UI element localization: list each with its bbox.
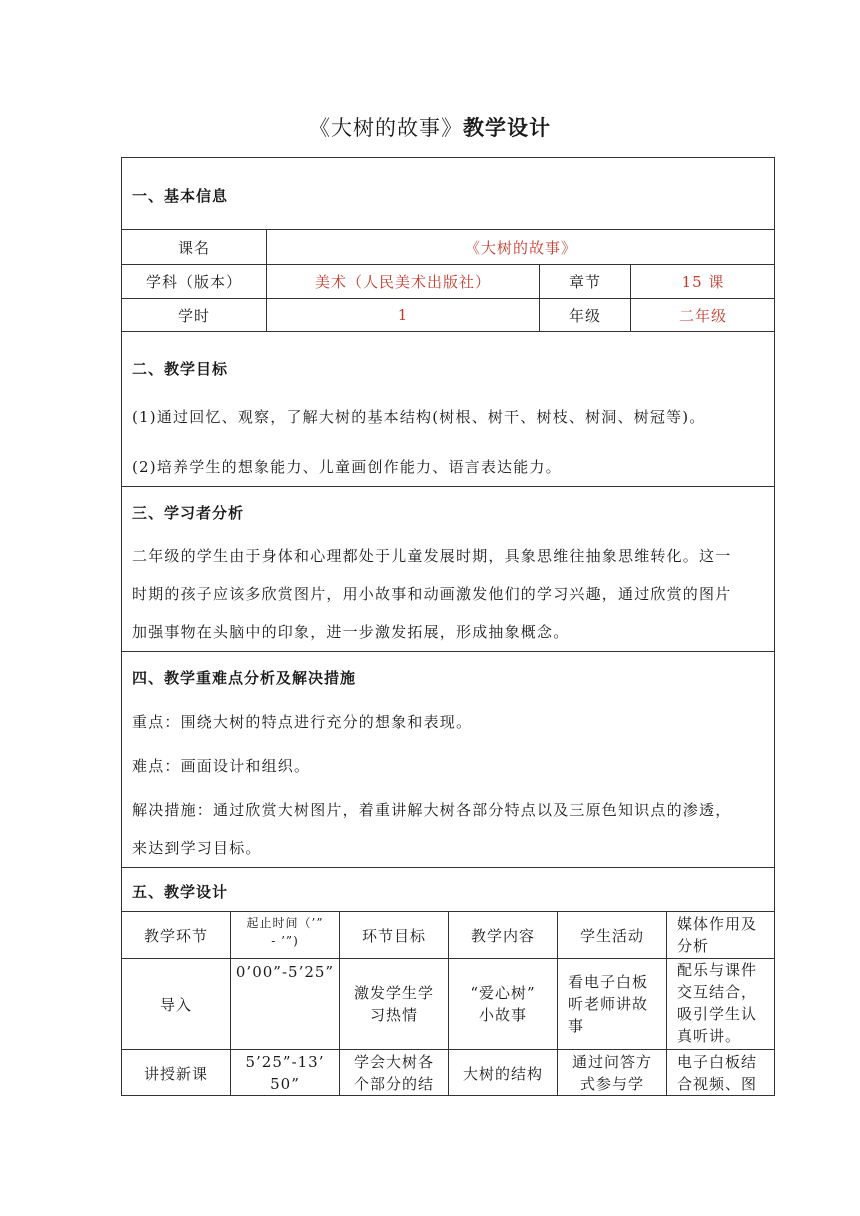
- row2-goal: [340, 1051, 448, 1095]
- row1-phase: 导入: [159, 995, 192, 1014]
- row2-phase: 讲授新课: [143, 1064, 208, 1083]
- row2-activity-line-2: 式参与学: [579, 1075, 644, 1093]
- subject-value: 美术（人民美术出版社）: [314, 273, 491, 291]
- section1-heading: 一、基本信息: [132, 187, 229, 205]
- header-goal: 环节目标: [361, 926, 426, 945]
- divider: [122, 486, 774, 487]
- solution-line-2: 来达到学习目标。: [132, 839, 262, 857]
- learner-analysis-line-2: 时期的孩子应该多欣赏图片，用小故事和动画激发他们的学习兴趣，通过欣赏的图片: [132, 585, 732, 603]
- difficult-point: 难点：画面设计和组织。: [132, 757, 311, 775]
- chapter-value: 15 课: [681, 273, 725, 291]
- row2-media: [667, 1051, 775, 1095]
- chapter-label: 章节: [568, 273, 601, 291]
- row2-media-line-2: 合视频、图: [677, 1075, 758, 1093]
- row2-time-line-2: 50”: [270, 1075, 300, 1093]
- row1-activity-line-1: 看电子白板: [568, 973, 649, 991]
- section4-heading: 四、教学重难点分析及解决措施: [132, 669, 357, 687]
- page-title-main: 《大树的故事》: [309, 116, 463, 140]
- hours-label: 学时: [177, 306, 210, 325]
- row1-media-line-3: 吸引学生认: [677, 1005, 758, 1023]
- grade-label: 年级: [568, 306, 601, 325]
- row1-media-line-4: 真听讲。: [677, 1027, 742, 1045]
- section2-heading: 二、教学目标: [132, 360, 229, 378]
- key-point: 重点：围绕大树的特点进行充分的想象和表现。: [132, 713, 473, 731]
- goal-1: (1)通过回忆、观察，了解大树的基本结构(树根、树干、树枝、树洞、树冠等)。: [132, 408, 706, 426]
- divider: [122, 331, 774, 332]
- row1-goal-line-2: 习热情: [369, 1006, 418, 1024]
- learner-analysis-line-3: 加强事物在头脑中的印象，进一步激发拓展，形成抽象概念。: [132, 623, 570, 641]
- lesson-plan-table: [121, 157, 775, 1096]
- header-time-line-1: 起止时间（’”: [246, 916, 324, 930]
- row2-goal-line-2: 个部分的结: [353, 1075, 434, 1093]
- row2-time: [231, 1051, 339, 1095]
- course-name-value: 《大树的故事》: [464, 238, 577, 257]
- goal-2: (2)培养学生的想象能力、儿童画创作能力、语言表达能力。: [132, 458, 562, 476]
- row2-time-line-1: 5’25”-13’: [245, 1053, 325, 1071]
- learner-analysis-line-1: 二年级的学生由于身体和心理都处于儿童发展时期，具象思维往抽象思维转化。这一: [132, 547, 732, 565]
- row1-media: [667, 959, 775, 1047]
- grade-value: 二年级: [678, 306, 727, 325]
- section5-heading: 五、教学设计: [132, 883, 229, 901]
- row1-content: [449, 982, 557, 1026]
- row1-media-line-1: 配乐与课件: [677, 961, 758, 979]
- row1-time: 0’00”-5’25”: [235, 963, 335, 981]
- row1-goal-line-1: 激发学生学: [353, 984, 434, 1002]
- hours-value: 1: [397, 306, 409, 324]
- row1-activity-line-2: 听老师讲故: [568, 995, 649, 1013]
- header-media-line-1: 媒体作用及: [677, 915, 758, 933]
- row1-content-line-1: “爱心树”: [470, 984, 536, 1002]
- row1-media-line-2: 交互结合，: [677, 983, 758, 1001]
- header-time-line-2: - ’”): [271, 934, 299, 948]
- header-time: [231, 914, 339, 950]
- page-title-suffix: 教学设计: [463, 115, 551, 140]
- row1-activity: [558, 971, 666, 1037]
- row1-content-line-2: 小故事: [478, 1006, 527, 1024]
- row2-goal-line-1: 学会大树各: [353, 1053, 434, 1071]
- divider: [122, 867, 774, 868]
- header-phase: 教学环节: [143, 926, 208, 945]
- row1-activity-line-3: 事: [568, 1017, 585, 1035]
- row2-activity-line-1: 通过问答方: [571, 1053, 652, 1071]
- header-content: 教学内容: [470, 926, 535, 945]
- subject-label: 学科（版本）: [145, 273, 242, 291]
- row2-content: 大树的结构: [462, 1064, 543, 1083]
- header-activity: 学生活动: [579, 926, 644, 945]
- header-media: [667, 913, 775, 957]
- divider: [122, 651, 774, 652]
- page-title: [0, 112, 860, 142]
- course-name-label: 课名: [177, 238, 210, 257]
- row2-media-line-1: 电子白板结: [677, 1053, 758, 1071]
- row1-goal: [340, 982, 448, 1026]
- section3-heading: 三、学习者分析: [132, 504, 245, 522]
- header-media-line-2: 分析: [677, 937, 710, 955]
- solution-line-1: 解决措施：通过欣赏大树图片，着重讲解大树各部分特点以及三原色知识点的渗透，: [132, 801, 732, 819]
- row2-activity: [558, 1051, 666, 1095]
